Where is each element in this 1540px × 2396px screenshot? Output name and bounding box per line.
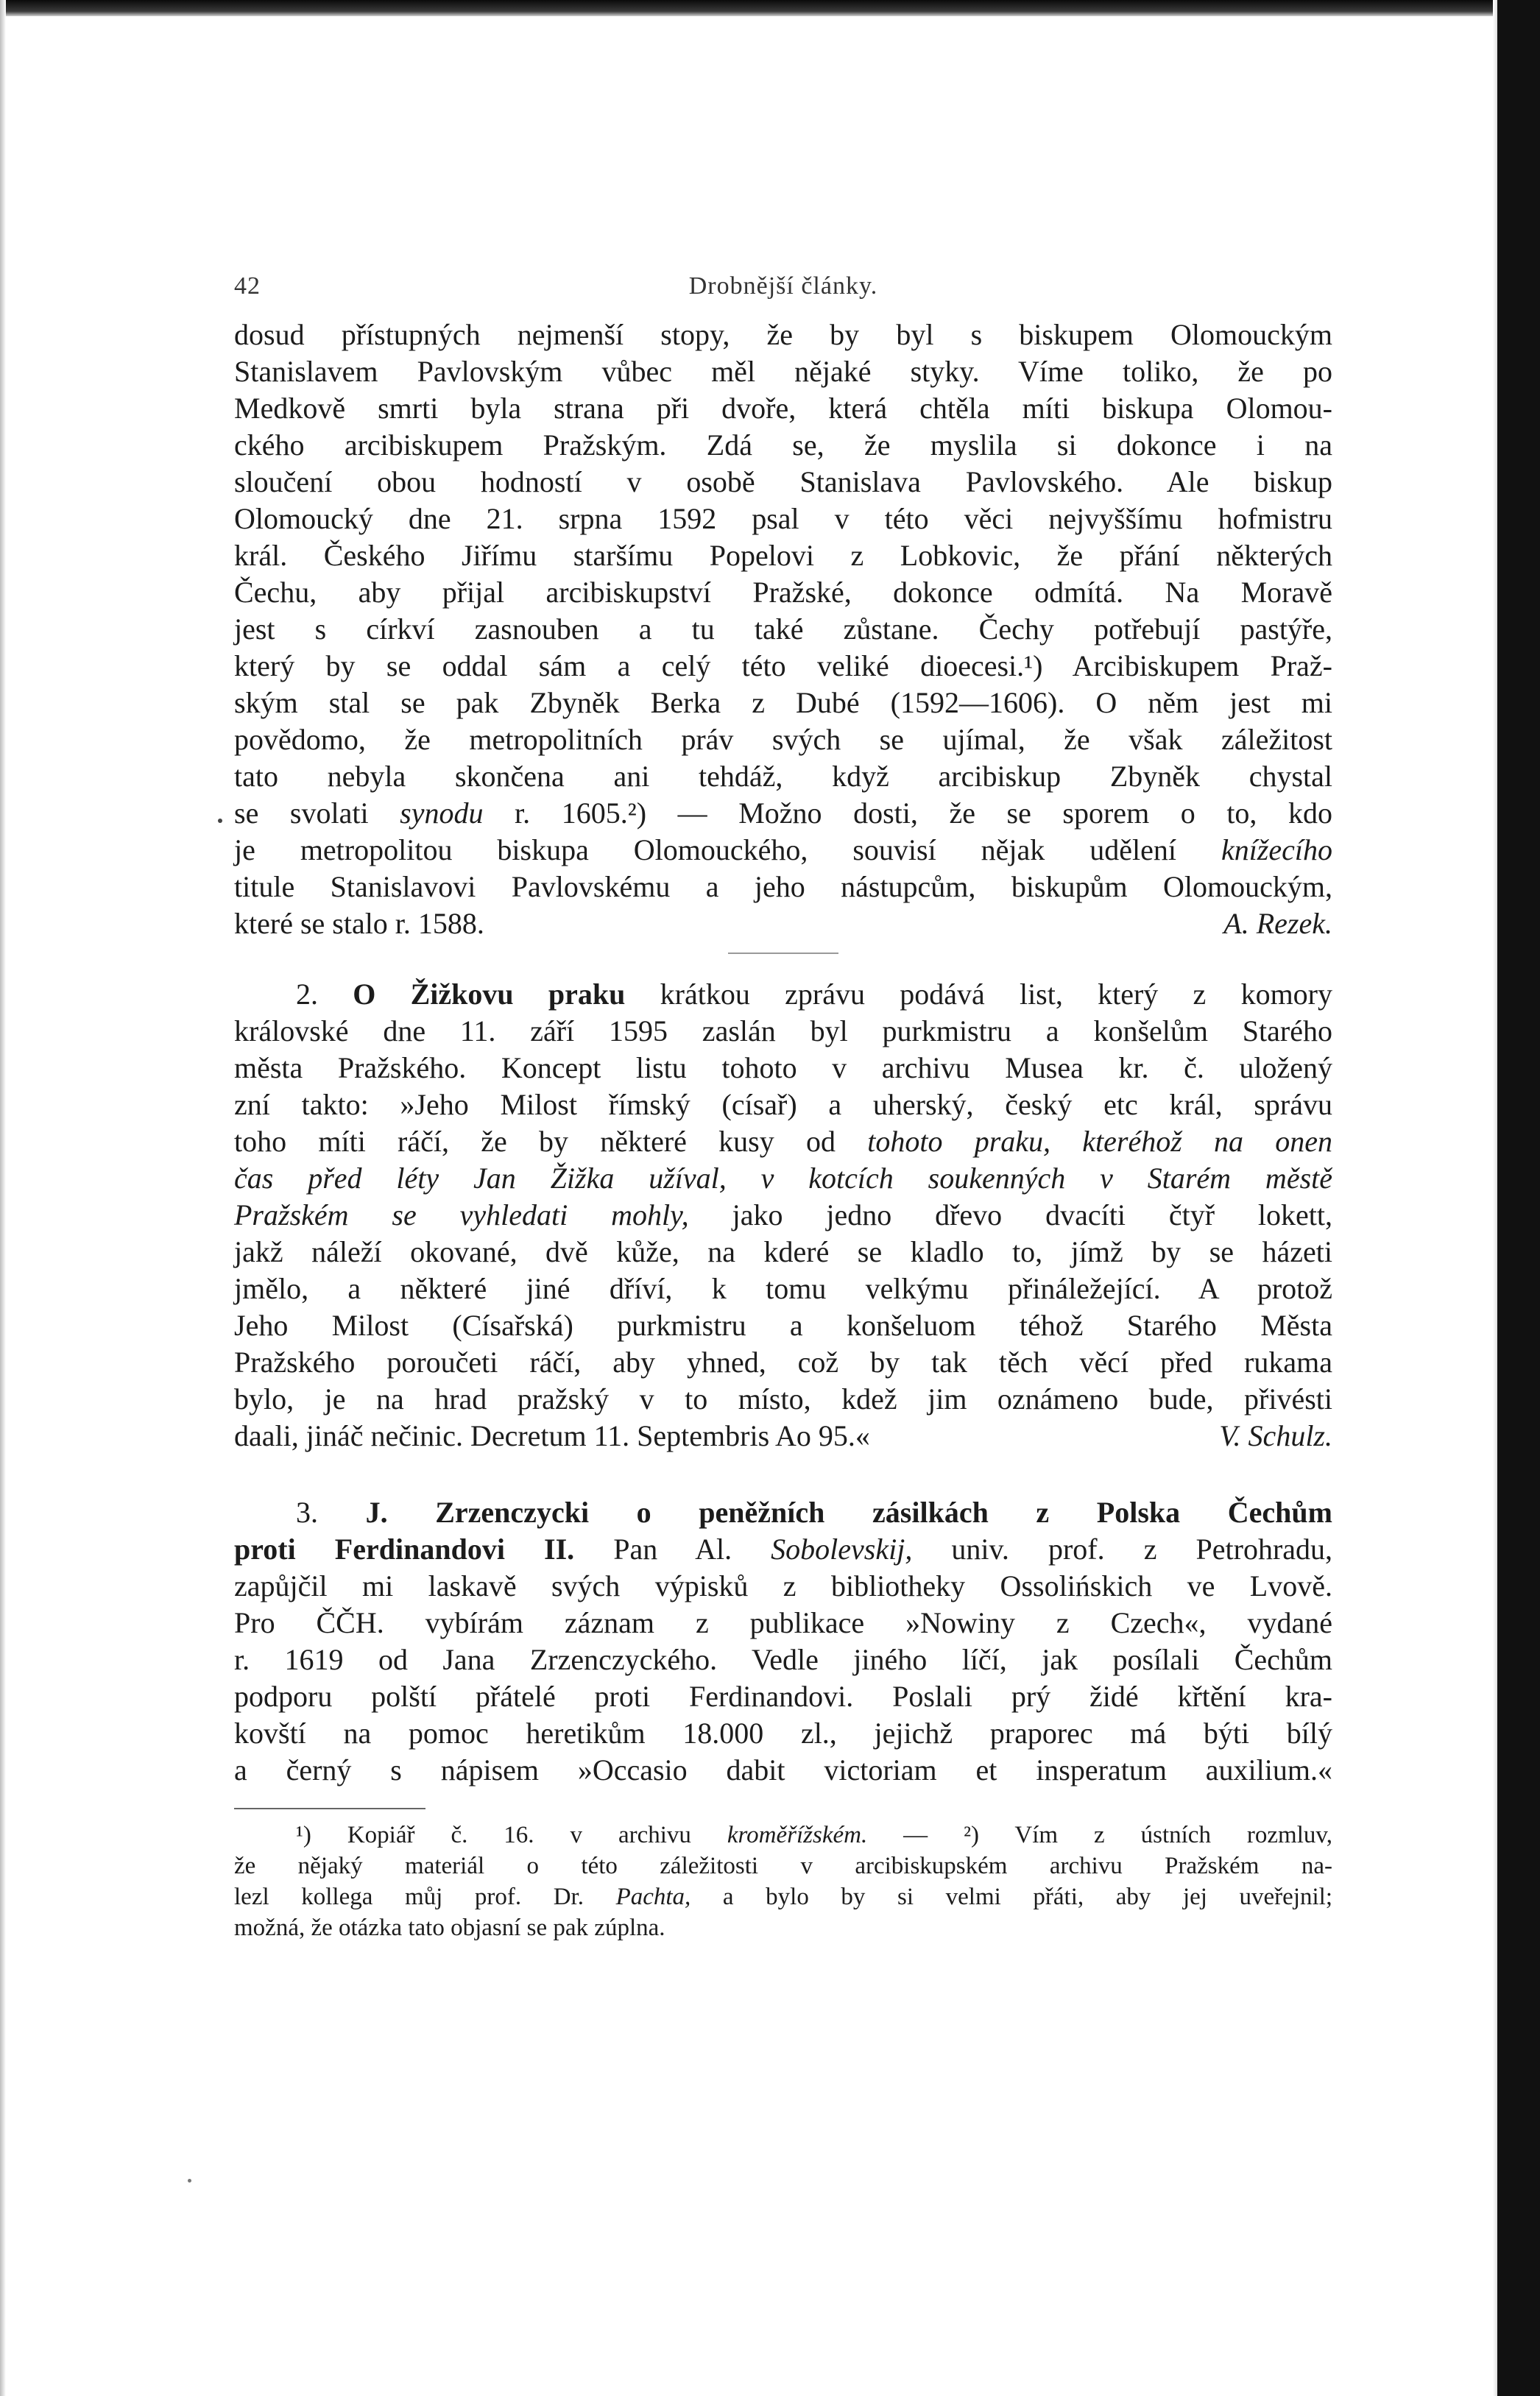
text-line: ským stal se pak Zbyněk Berka z Dubé (1592—1606). O něm jest mi <box>234 686 1332 719</box>
section-3 <box>234 1494 1332 1789</box>
section-divider <box>728 953 838 954</box>
footnote-line <box>234 1881 1332 1912</box>
section-1 <box>234 317 1332 942</box>
text-line: Stanislavem Pavlovským vůbec měl nějaké styky. Víme toliko, že po <box>234 355 1332 388</box>
text-run: — ²) Vím z ústních rozmluv, <box>867 1822 1332 1848</box>
text-line: Olomoucký dne 21. srpna 1592 psal v této věci nejvyššímu hofmistru <box>234 502 1332 535</box>
text-line: zapůjčil mi laskavě svých výpisků z bibliotheky Ossolińskich ve Lvově. <box>234 1569 1332 1602</box>
italic-quote: tohoto praku, kteréhož na onen <box>867 1125 1332 1158</box>
text-run: krátkou zprávu podává list, který z komory <box>625 978 1332 1011</box>
italic-term: knížecího <box>1221 833 1332 866</box>
footnotes <box>234 1820 1332 1943</box>
text-line <box>234 832 1332 869</box>
text-line <box>234 1197 1332 1234</box>
footnote-line: že nějaký materiál o této záležitosti v arcibiskupském archivu Pražském na- <box>234 1853 1332 1879</box>
section-number: 2. <box>296 978 318 1011</box>
margin-mark <box>188 2179 191 2183</box>
text-line: r. 1619 od Jana Zrzenczyckého. Vedle jiného líčí, jak posílali Čechům <box>234 1643 1332 1676</box>
text-run: se svolati <box>234 796 400 830</box>
italic-term: synodu <box>400 796 484 830</box>
section-2 <box>234 976 1332 1455</box>
text-line <box>234 1160 1332 1197</box>
text-line: povědomo, že metropolitních práv svých se ujímal, že však záležitost <box>234 723 1332 756</box>
text-line: podporu polští přátelé proti Ferdinandovi. Poslali prý židé křtění kra- <box>234 1680 1332 1713</box>
section-heading-cont: proti Ferdinandovi II. <box>234 1533 575 1566</box>
footnote-line: možná, že otázka tato objasní se pak zúplna. <box>234 1915 665 1941</box>
scan-border-top <box>0 0 1540 16</box>
text-line: kovští na pomoc heretikům 18.000 zl., jejichž praporec má býti bílý <box>234 1717 1332 1750</box>
section-heading: O Žižkovu praku <box>353 978 626 1011</box>
text-line <box>234 1494 1332 1531</box>
text-line: Jeho Milost (Císařská) purkmistru a konšeluom téhož Starého Města <box>234 1309 1332 1342</box>
text-run: ¹) Kopiář č. 16. v archivu <box>296 1822 727 1848</box>
text-line <box>234 1531 1332 1568</box>
text-line: sloučení obou hodností v osobě Stanislava Pavlovského. Ale biskup <box>234 465 1332 498</box>
author-signature: V. Schulz. <box>1219 1419 1332 1452</box>
text-line: král. Českého Jiřímu staršímu Popelovi z Lobkovic, že přání některých <box>234 539 1332 572</box>
author-signature: A. Rezek. <box>1223 907 1332 940</box>
page-number: 42 <box>234 272 261 300</box>
text-line: zní takto: »Jeho Milost římský (císař) a uherský, český etc král, správu <box>234 1088 1332 1121</box>
text-line <box>234 905 1332 942</box>
italic-quote: čas před léty Jan Žižka užíval, v kotcích soukenných v Starém městě <box>234 1162 1332 1195</box>
text-line: tato nebyla skončena ani tehdáž, když arcibiskup Zbyněk chystal <box>234 760 1332 793</box>
text-line: Medkově smrti byla strana při dvoře, která chtěla míti biskupa Olomou- <box>234 392 1332 425</box>
text-line: Pro ČČH. vybírám záznam z publikace »Nowiny z Czech«, vydané <box>234 1606 1332 1639</box>
italic-name: Sobolevskij, <box>771 1533 913 1566</box>
text-line <box>234 1123 1332 1160</box>
text-run: Pan Al. <box>613 1533 771 1566</box>
text-line: Čechu, aby přijal arcibiskupství Pražské, dokonce odmítá. Na Moravě <box>234 576 1332 609</box>
text-run: univ. prof. z Petrohradu, <box>912 1533 1333 1566</box>
text-line: bylo, je na hrad pražský v to místo, kdež jim oznámeno bude, přivésti <box>234 1382 1332 1416</box>
text-run: toho míti ráčí, že by některé kusy od <box>234 1125 868 1158</box>
running-header <box>234 272 1332 317</box>
text-line: dosud přístupných nejmenší stopy, že by byl s biskupem Olomouckým <box>234 318 1332 351</box>
text-line: Pražského poroučeti ráčí, aby yhned, což by tak těch věcí před rukama <box>234 1346 1332 1379</box>
text-run: které se stalo r. 1588. <box>234 907 484 940</box>
text-line: ckého arcibiskupem Pražským. Zdá se, že myslila si dokonce i na <box>234 428 1332 462</box>
text-line <box>234 976 1332 1013</box>
text-line <box>234 795 1332 832</box>
text-line: jest s církví zasnouben a tu také zůstane. Čechy potřebují pastýře, <box>234 612 1332 646</box>
text-run: lezl kollega můj prof. Dr. <box>234 1884 616 1910</box>
text-line: a černý s nápisem »Occasio dabit victoriam et insperatum auxilium.« <box>234 1753 1332 1787</box>
scan-border-right <box>1497 0 1540 2396</box>
page-content <box>234 272 1332 1943</box>
text-run: a bylo by si velmi přáti, aby jej uveřejnil; <box>690 1884 1332 1910</box>
footnote-line <box>234 1820 1332 1851</box>
section-number: 3. <box>296 1496 318 1529</box>
scan-border-left <box>0 0 6 2396</box>
running-title: Drobnější články. <box>688 272 878 300</box>
italic-term: kroměřížském. <box>727 1822 868 1848</box>
text-line: města Pražského. Koncept listu tohoto v archivu Musea kr. č. uložený <box>234 1051 1332 1084</box>
italic-name: Pachta, <box>615 1884 691 1910</box>
italic-quote: Pražském se vyhledati mohly, <box>234 1198 689 1231</box>
text-line: jmělo, a některé jiné dříví, k tomu velkýmu přináležející. A protož <box>234 1272 1332 1305</box>
text-line: jakž náleží okované, dvě kůže, na kderé se kladlo to, jímž by se házeti <box>234 1235 1332 1268</box>
text-line: který by se oddal sám a celý této veliké dioecesi.¹) Arcibiskupem Praž- <box>234 649 1332 682</box>
text-run: r. 1605.²) — Možno dosti, že se sporem o to, kdo <box>483 796 1333 830</box>
section-heading: J. Zrzenczycki o peněžních zásilkách z Polska Čechům <box>365 1496 1332 1529</box>
text-run: je metropolitou biskupa Olomouckého, souvisí nějak udělení <box>234 833 1221 866</box>
footnote-rule <box>234 1808 425 1809</box>
text-line <box>234 1418 1332 1455</box>
text-line: královské dne 11. září 1595 zaslán byl purkmistru a konšelům Starého <box>234 1014 1332 1047</box>
text-line: titule Stanislavovi Pavlovskému a jeho nástupcům, biskupům Olomouckým, <box>234 870 1332 903</box>
text-run: daali, jináč nečinic. Decretum 11. Septembris Ao 95.« <box>234 1419 870 1452</box>
margin-mark <box>218 819 222 823</box>
text-run: jako jedno dřevo dvacíti čtyř lokett, <box>688 1198 1332 1231</box>
